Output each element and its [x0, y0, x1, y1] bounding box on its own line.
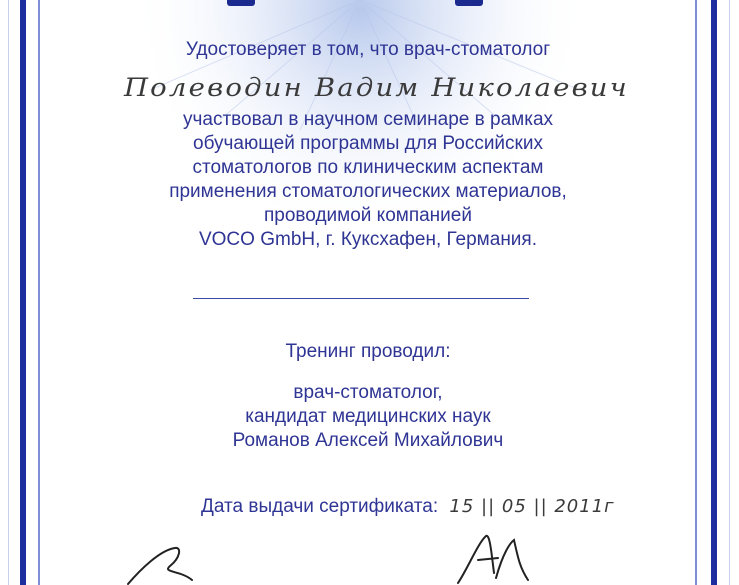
border-left-outer [8, 0, 9, 585]
body-line-6: VOCO GmbH, г. Куксхафен, Германия. [198, 229, 537, 250]
trainer-line-2: кандидат медицинских наук [245, 406, 491, 427]
signature-left [120, 540, 220, 585]
signature-right [448, 528, 538, 585]
issue-date-row [201, 496, 615, 522]
recipient-name-handwritten [120, 66, 640, 106]
cropped-title-fragment [0, 0, 739, 10]
border-right-outer [729, 0, 730, 585]
trainer-line-3: Романов Алексей Михайлович [232, 430, 504, 451]
body-line-3: стоматологов по клиническим аспектам [192, 157, 544, 178]
border-left-inner [38, 0, 40, 585]
trainer-heading: Тренинг проводил: [285, 341, 451, 362]
border-left-main [20, 0, 26, 585]
body-line-5: проводимой компанией [264, 205, 472, 226]
intro-text: Удостоверяет в том, что врач-стоматолог [185, 39, 551, 60]
divider-line [193, 298, 529, 299]
trainer-line-1: врач-стоматолог, [293, 382, 443, 403]
border-right-inner [695, 0, 697, 585]
issue-date-value: 15 || 05 || 2011г [449, 496, 615, 518]
issue-date-label: Дата выдачи сертификата: [201, 496, 439, 517]
body-line-1: участвовал в научном семинаре в рамках [182, 109, 554, 130]
border-right-main [711, 0, 717, 585]
recipient-name-text: Полеводин Вадим Николаевич [122, 73, 629, 102]
body-line-4: применения стоматологических материалов, [169, 181, 567, 202]
body-line-2: обучающей программы для Российских [193, 133, 543, 154]
